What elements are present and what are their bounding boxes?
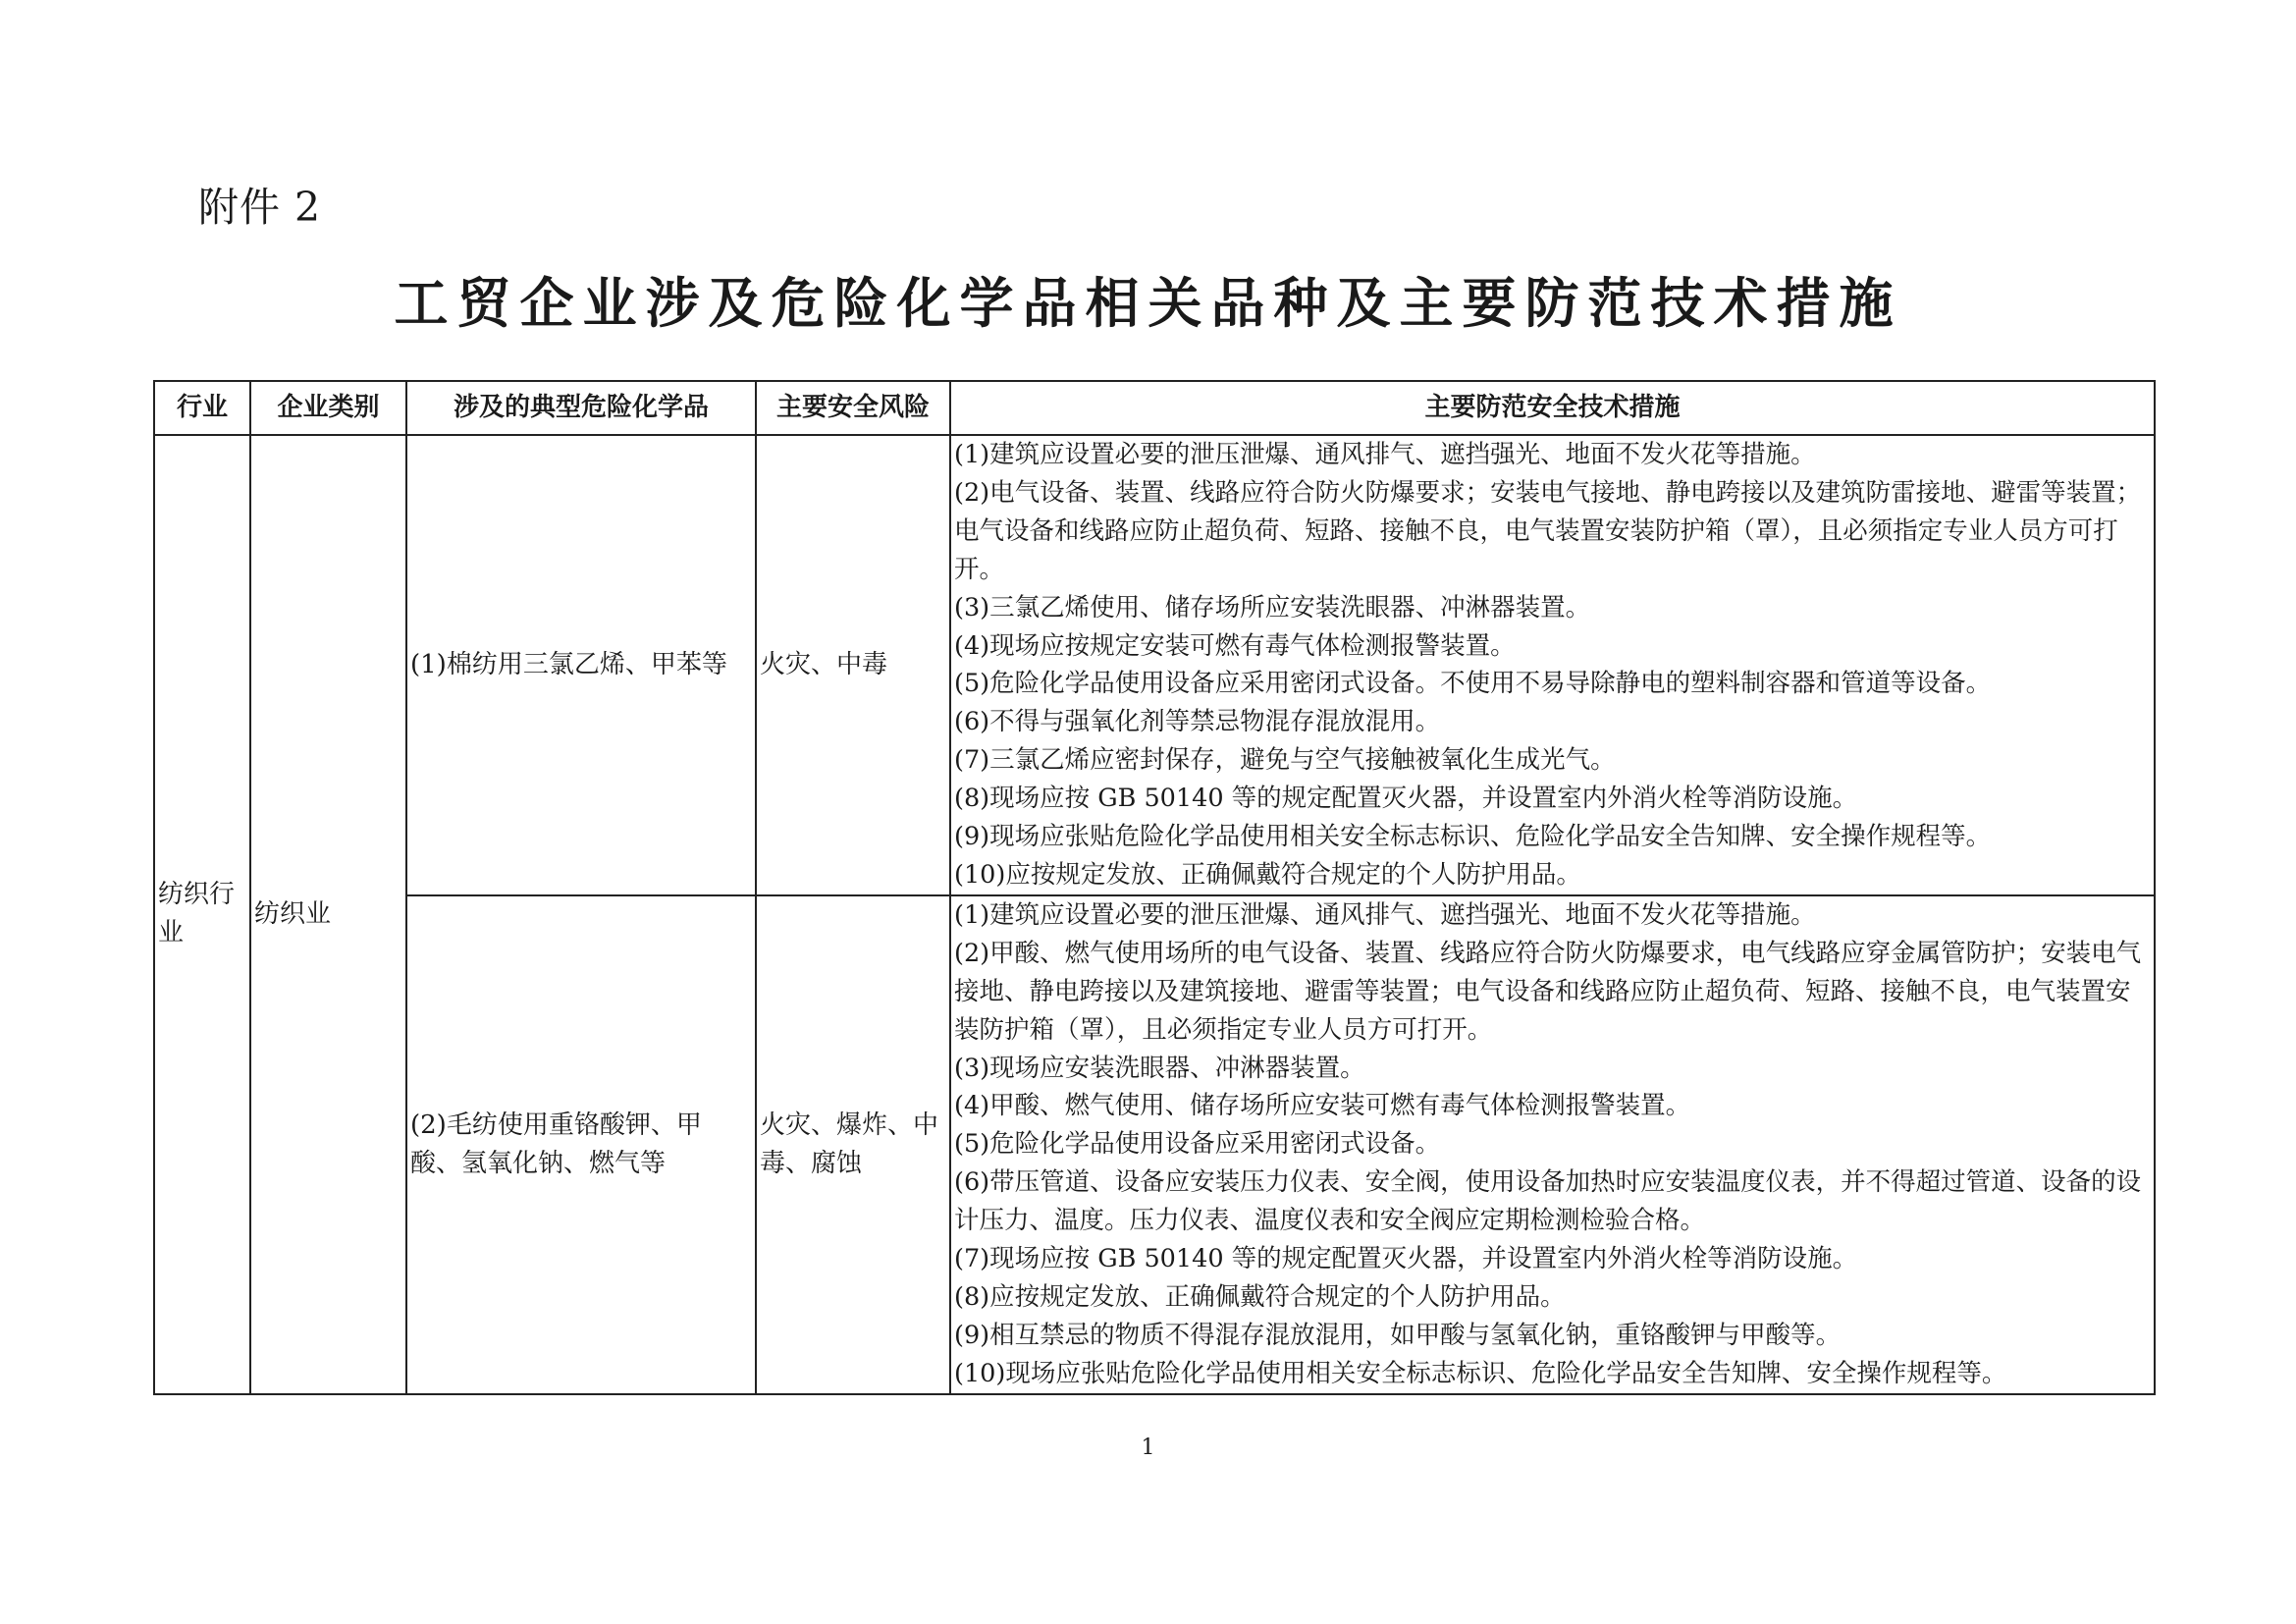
header-risk: 主要安全风险 (756, 381, 950, 435)
measure-item: (1)建筑应设置必要的泄压泄爆、通风排气、遮挡强光、地面不发火花等措施。 (954, 899, 1816, 930)
measures-cell (950, 895, 2155, 1394)
document-title: 工贸企业涉及危险化学品相关品种及主要防范技术措施 (394, 272, 1902, 335)
measure-item: (9)现场应张贴危险化学品使用相关安全标志标识、危险化学品安全告知牌、安全操作规程等。 (954, 822, 1992, 852)
risk-cell: 火灾、爆炸、中毒、腐蚀 (756, 895, 950, 1394)
category-cell: 纺织业 (250, 435, 406, 1394)
measure-item: (6)不得与强氧化剂等禁忌物混存混放混用。 (954, 707, 1441, 737)
measure-item: (7)三氯乙烯应密封保存，避免与空气接触被氧化生成光气。 (954, 745, 1616, 776)
industry-cell: 纺织行业 (154, 435, 250, 1394)
measure-item: (8)现场应按 GB 50140 等的规定配置灭火器，并设置室内外消火栓等消防设施。 (954, 784, 1858, 814)
measure-item: (6)带压管道、设备应安装压力仪表、安全阀，使用设备加热时应安装温度仪表，并不得超过管道、设备的设计压力、温度。压力仪表、温度仪表和安全阀应定期检测检验合格。 (954, 1167, 2142, 1236)
header-measures: 主要防范安全技术措施 (950, 381, 2155, 435)
measure-item: (3)三氯乙烯使用、储存场所应安装洗眼器、冲淋器装置。 (954, 592, 1591, 623)
measure-item: (9)相互禁忌的物质不得混存混放混用，如甲酸与氢氧化钠，重铬酸钾与甲酸等。 (954, 1320, 1842, 1350)
header-category: 企业类别 (250, 381, 406, 435)
measures-cell (950, 435, 2155, 895)
measure-item: (2)甲酸、燃气使用场所的电气设备、装置、线路应符合防火防爆要求，电气线路应穿金属管防护；安装电气接地、静电跨接以及建筑接地、避雷等装置；电气设备和线路应防止超负荷、短路、接触不良，电气装置安装防护箱（罩），且必须指定专业人员方可打开。 (954, 938, 2142, 1045)
measure-item: (1)建筑应设置必要的泄压泄爆、通风排气、遮挡强光、地面不发火花等措施。 (954, 440, 1816, 469)
chemicals-cell: (2)毛纺使用重铬酸钾、甲酸、氢氧化钠、燃气等 (406, 895, 756, 1394)
risk-cell: 火灾、中毒 (756, 435, 950, 895)
measure-item: (2)电气设备、装置、线路应符合防火防爆要求；安装电气接地、静电跨接以及建筑防雷接地、避雷等装置；电气设备和线路应防止超负荷、短路、接触不良，电气装置安装防护箱（罩），且必须指定专业人员方可打开。 (954, 477, 2142, 584)
table-row (154, 435, 2155, 895)
measure-item: (3)现场应安装洗眼器、冲淋器装置。 (954, 1053, 1365, 1083)
measure-item: (4)现场应按规定安装可燃有毒气体检测报警装置。 (954, 630, 1516, 661)
header-industry: 行业 (154, 381, 250, 435)
header-chemicals: 涉及的典型危险化学品 (406, 381, 756, 435)
measures-table (153, 380, 2156, 1395)
measure-item: (10)应按规定发放、正确佩戴符合规定的个人防护用品。 (954, 859, 1581, 890)
measure-item: (7)现场应按 GB 50140 等的规定配置灭火器，并设置室内外消火栓等消防设施。 (954, 1244, 1858, 1274)
measure-item: (4)甲酸、燃气使用、储存场所应安装可燃有毒气体检测报警装置。 (954, 1091, 1691, 1121)
attachment-label: 附件 2 (198, 184, 322, 231)
measure-item: (8)应按规定发放、正确佩戴符合规定的个人防护用品。 (954, 1281, 1566, 1312)
table-header-row (154, 381, 2155, 435)
table-row (154, 895, 2155, 1394)
measure-item: (10)现场应张贴危险化学品使用相关安全标志标识、危险化学品安全告知牌、安全操作规程等。 (954, 1358, 2007, 1388)
measure-item: (5)危险化学品使用设备应采用密闭式设备。不使用不易导除静电的塑料制容器和管道等设备。 (954, 669, 1992, 699)
measure-item: (5)危险化学品使用设备应采用密闭式设备。 (954, 1129, 1441, 1160)
page-number: 1 (1141, 1435, 1155, 1460)
chemicals-cell: (1)棉纺用三氯乙烯、甲苯等 (406, 435, 756, 895)
